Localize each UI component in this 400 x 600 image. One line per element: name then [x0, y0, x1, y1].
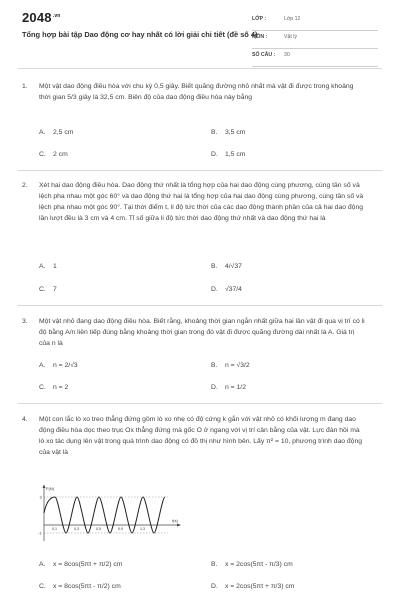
option-a[interactable] — [39, 263, 57, 270]
option-letter: A. — [39, 129, 46, 136]
option-c[interactable] — [39, 384, 68, 391]
option-d[interactable] — [211, 151, 245, 158]
option-text: x = 2cos(5πt + π/3) cm — [225, 583, 295, 590]
meta-value: 30 — [284, 52, 290, 58]
meta-key: SỐ CÂU : — [252, 52, 276, 58]
option-text: x = 2cos(5πt - π/3) cm — [225, 561, 293, 568]
force-curve — [44, 497, 165, 533]
option-letter: B. — [211, 561, 218, 568]
x-axis-label: t(s) — [172, 518, 178, 523]
option-text: 3,5 cm — [225, 129, 246, 136]
x-tick: 0,1 — [52, 527, 57, 531]
site-logo[interactable] — [22, 10, 61, 25]
option-b[interactable] — [211, 263, 242, 270]
option-b[interactable] — [211, 129, 245, 136]
meta-row-subject — [252, 31, 378, 49]
option-b[interactable] — [211, 561, 293, 568]
question-number: 2. — [22, 182, 28, 189]
meta-value: Vật lý — [284, 34, 297, 40]
divider — [18, 305, 382, 306]
question-text: Một con lắc lò xo treo thẳng đứng gồm lò xo nhẹ có độ cứng k gắn với vật nhỏ có khối lượng m đang dao động điều hòa dọc theo trục Ox thẳng đứng mà gốc O ở ngang với vị trí cân bằng của vật. Lực đàn hồi mà lò xo tác dụng lên vật trong quá trình dao động có đồ thị như hình bên. Lấy π² = 10, phương trình dao động của vật là — [39, 416, 363, 456]
divider — [18, 403, 382, 404]
option-letter: D. — [211, 151, 218, 158]
divider — [18, 170, 382, 171]
option-letter: D. — [211, 384, 218, 391]
meta-table — [252, 13, 378, 67]
option-c[interactable] — [39, 583, 121, 590]
option-letter: D. — [211, 583, 218, 590]
option-text: 4/√37 — [225, 263, 242, 270]
option-text: 7 — [53, 286, 57, 293]
y-tick-bottom: -1 — [38, 530, 42, 536]
question-number: 4. — [22, 416, 28, 423]
option-text: n = 2/√3 — [53, 362, 78, 369]
option-text: 2,5 cm — [53, 129, 74, 136]
x-tick: 0,3 — [74, 527, 79, 531]
divider — [18, 68, 382, 69]
meta-value: Lớp 12 — [284, 16, 301, 22]
option-a[interactable] — [39, 362, 78, 369]
option-letter: A. — [39, 362, 46, 369]
option-text: x = 8cos(5πt + π/2) cm — [53, 561, 123, 568]
option-text: n = √3/2 — [225, 362, 250, 369]
y-tick-top: 3 — [39, 494, 42, 500]
question-text: Một vật dao động điều hòa với chu kỳ 0,5 giây. Biết quãng đường nhỏ nhất mà vật đi được trong khoảng thời gian 5/3 giây là 32,5 cm. Biên độ của dao động điều hòa này bằng — [39, 83, 354, 101]
x-axis-arrow — [177, 524, 181, 527]
page-header — [0, 0, 400, 66]
logo-text: 2048 — [22, 10, 52, 25]
option-text: 2 cm — [53, 151, 68, 158]
question-text: Một vật nhỏ đang dao động điều hòa. Biết rằng, khoảng thời gian ngắn nhất giữa hai lần vật đi qua vị trí có li độ bằng A/n liên tiếp đúng bằng khoảng thời gian trong đó vật đi được quãng đường dài nhất là A. Giá trị của n là — [39, 318, 365, 347]
logo-suffix: .vn — [52, 13, 61, 19]
option-a[interactable] — [39, 561, 122, 568]
option-b[interactable] — [211, 362, 250, 369]
option-letter: C. — [39, 384, 46, 391]
meta-row-count — [252, 49, 378, 67]
option-letter: C. — [39, 286, 46, 293]
option-text: √37/4 — [225, 286, 242, 293]
option-text: 1,5 cm — [225, 151, 246, 158]
option-text: 1 — [53, 263, 57, 270]
option-d[interactable] — [211, 384, 246, 391]
page-title: Tổng hợp bài tập Dao động cơ hay nhất có lời giải chi tiết (đề số 4) — [22, 30, 258, 39]
option-c[interactable] — [39, 286, 57, 293]
question-number: 3. — [22, 318, 28, 325]
option-text: n = 2 — [53, 384, 69, 391]
x-tick: 1,3 — [140, 527, 145, 531]
option-d[interactable] — [211, 583, 294, 590]
meta-row-class — [252, 13, 378, 31]
option-letter: D. — [211, 286, 218, 293]
option-d[interactable] — [211, 286, 242, 293]
force-time-graph — [38, 483, 183, 543]
y-axis-label: F(N) — [46, 486, 54, 491]
x-tick: 0,9 — [118, 527, 123, 531]
option-letter: A. — [39, 263, 46, 270]
option-a[interactable] — [39, 129, 73, 136]
x-tick: 0,5 — [96, 527, 101, 531]
meta-key: LỚP : — [252, 16, 267, 22]
option-text: n = 1/2 — [225, 384, 246, 391]
option-letter: A. — [39, 561, 46, 568]
question-text: Xét hai dao động điều hòa. Dao động thứ nhất là tổng hợp của hai dao động cùng phương, cùng tần số và lệch pha nhau một góc 60° và dao động thứ hai là tổng hợp của hai dao động cùng phương, cùng tần số và lệch pha nhau một góc 90°. Tại thời điểm t, li độ tức thời của các dao động thành phần của cả hai dao động lần lượt đều là 3 cm và 4 cm. Tỉ số giữa li độ tức thời dao động thứ nhất và dao động thứ hai là — [39, 182, 364, 222]
option-letter: C. — [39, 151, 46, 158]
meta-key: MÔN : — [252, 34, 268, 40]
option-letter: C. — [39, 583, 46, 590]
question-number: 1. — [22, 83, 28, 90]
option-text: x = 8cos(5πt - π/2) cm — [53, 583, 121, 590]
option-letter: B. — [211, 362, 218, 369]
option-letter: B. — [211, 263, 218, 270]
option-c[interactable] — [39, 151, 68, 158]
option-letter: B. — [211, 129, 218, 136]
